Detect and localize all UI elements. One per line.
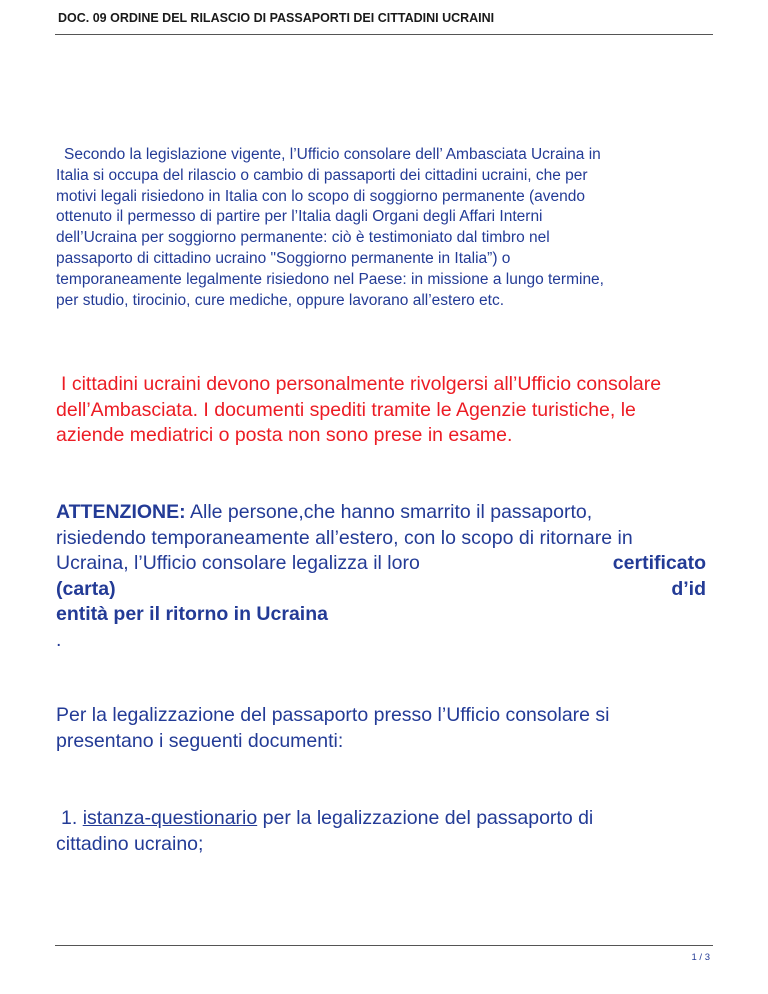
attention-line	[56, 551, 706, 577]
attention-text: Ucraina, l’Ufficio consolare legalizza il loro	[56, 552, 420, 574]
attention-bold-text: (carta)	[56, 577, 116, 600]
paragraph-line: temporaneamente legalmente risiedono nel Paese: in missione a lungo termine,	[56, 270, 604, 288]
paragraph-line: motivi legali risiedono in Italia con lo scopo di soggiorno permanente (avendo	[56, 187, 586, 205]
attention-line	[56, 577, 706, 603]
paragraph-line: per studio, tirocinio, cure mediche, oppure lavorano all’estero etc.	[56, 291, 505, 309]
attention-bold-text: d’id	[671, 577, 706, 600]
attention-line: .	[56, 628, 62, 651]
notice-line: dell’Ambasciata. I documenti spediti tramite le Agenzie turistiche, le	[56, 398, 636, 421]
attention-paragraph	[56, 500, 706, 653]
paragraph-line: passaporto di cittadino ucraino "Soggiorno permanente in Italia”) o	[56, 249, 511, 267]
attention-line	[56, 500, 706, 526]
paragraph-line: Secondo la legislazione vigente, l’Ufficio consolare dell’ Ambasciata Ucraina in	[64, 146, 601, 163]
notice-line: I cittadini ucraini devono personalmente rivolgersi all’Ufficio consolare	[61, 373, 662, 395]
docs-line: presentano i seguenti documenti:	[56, 729, 344, 752]
list-item	[56, 806, 736, 857]
attention-bold-text: certificato	[612, 552, 706, 574]
attention-line	[56, 602, 706, 628]
notice-paragraph	[56, 372, 716, 449]
page-number: 1 / 3	[691, 952, 710, 963]
attention-bold-text: entità per il ritorno in Ucraina	[56, 603, 328, 625]
paragraph-line: dell’Ucraina per soggiorno permanente: ciò è testimoniato dal timbro nel	[56, 229, 550, 247]
attention-text: Alle persone,che hanno smarrito il passaporto,	[189, 501, 593, 523]
attention-line: risiedendo temporaneamente all’estero, con lo scopo di ritornare in	[56, 526, 633, 549]
list-line	[56, 806, 736, 832]
paragraph-line: Italia si occupa del rilascio o cambio di passaporti dei cittadini ucraini, che per	[56, 166, 588, 184]
docs-line: Per la legalizzazione del passaporto presso l’Ufficio consolare si	[56, 704, 610, 726]
intro-paragraph	[56, 145, 716, 311]
documents-intro-paragraph	[56, 703, 736, 754]
list-line: cittadino ucraino;	[56, 832, 204, 855]
header-divider	[55, 34, 713, 35]
questionnaire-link[interactable]: istanza-questionario	[82, 807, 258, 829]
paragraph-line: ottenuto il permesso di partire per l’Italia dagli Organi degli Affari Interni	[56, 208, 543, 226]
footer-divider	[55, 945, 713, 946]
attention-label: ATTENZIONE:	[56, 501, 186, 523]
notice-line: aziende mediatrici o posta non sono prese in esame.	[56, 424, 513, 446]
list-number: 1.	[61, 807, 78, 829]
list-text: per la legalizzazione del passaporto di	[262, 807, 594, 829]
document-title: DOC. 09 ORDINE DEL RILASCIO DI PASSAPORTI DEI CITTADINI UCRAINI	[58, 11, 495, 25]
